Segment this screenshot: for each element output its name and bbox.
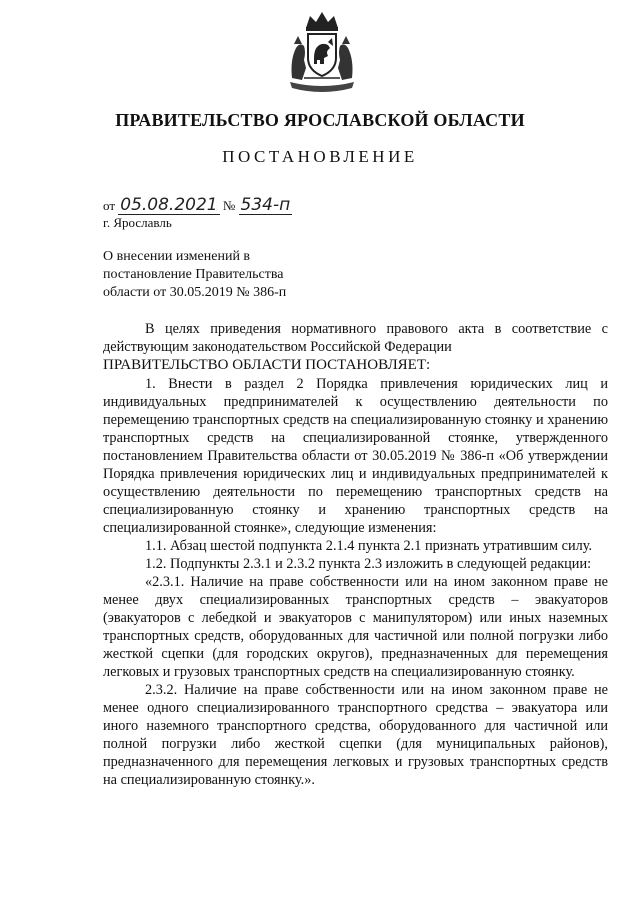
subject-line: области от 30.05.2019 № 386-п — [103, 285, 287, 300]
document-subject — [103, 248, 286, 302]
number-label: № — [222, 198, 236, 213]
subject-line: постановление Правительства — [103, 267, 284, 282]
paragraph-1-1: 1.1. Абзац шестой подпункта 2.1.4 пункта 2.1 признать утратившим силу. — [145, 538, 593, 554]
paragraph-1: 1. Внести в раздел 2 Порядка привлечения юридических лиц и индивидуальных предпринимателей к осуществлению деятельности по перемещению транспортных средств на специализированную стоянку и хранению транспортных средств на специализированной стоянке, утвержденного постановлением Правительства области от 30.05.2019 № 386-п «Об утверждении Порядка привлечения юридических лиц и индивидуальных предпринимателей к осуществлению деятельности по перемещению транспортных средств на специализированную стоянку и хранению транспортных средств на специализированной стоянке», следующие изменения: — [103, 376, 608, 536]
document-body — [103, 320, 608, 789]
from-label: от — [103, 198, 116, 213]
handwritten-date: 05.08.2021 — [120, 195, 218, 215]
preamble-paragraph: В целях приведения нормативного правового акта в соответствие с действующим законодательством Российской Федерации — [103, 321, 608, 355]
date-number-line — [103, 196, 292, 215]
coat-of-arms-icon — [284, 8, 360, 94]
subject-line: О внесении изменений в — [103, 249, 251, 264]
document-type: ПОСТАНОВЛЕНИЕ — [222, 147, 418, 166]
city-line: г. Ярославль — [103, 215, 172, 230]
paragraph-1-2: 1.2. Подпункты 2.3.1 и 2.3.2 пункта 2.3 изложить в следующей редакции: — [145, 556, 592, 572]
paragraph-2-3-2: 2.3.2. Наличие на праве собственности или на ином законном праве не менее одного специализированного транспортного средства – эвакуатора или иного наземного транспортного средства, оборудованного для частичной или полной погрузки либо жесткой сцепки (для муниципальных районов), предназначенного для перемещения легковых и грузовых транспортных средств на специализированную стоянку.». — [103, 682, 608, 788]
resolves-heading: ПРАВИТЕЛЬСТВО ОБЛАСТИ ПОСТАНОВЛЯЕТ: — [103, 357, 431, 373]
paragraph-2-3-1: «2.3.1. Наличие на праве собственности или на ином законном праве не менее двух специализированных транспортных средств – эвакуаторов (эвакуаторов с лебедкой и эвакуаторов с манипулятором) или иных наземных транспортных средств, оборудованных для частичной или полной погрузки либо жесткой сцепки (для городских округов), предназначенных для перемещения легковых и грузовых транспортных средств на специализированную стоянку. — [103, 574, 608, 680]
government-name: ПРАВИТЕЛЬСТВО ЯРОСЛАВСКОЙ ОБЛАСТИ — [115, 110, 525, 130]
handwritten-number: 534-п — [240, 195, 291, 215]
coat-of-arms-emblem — [284, 8, 360, 94]
